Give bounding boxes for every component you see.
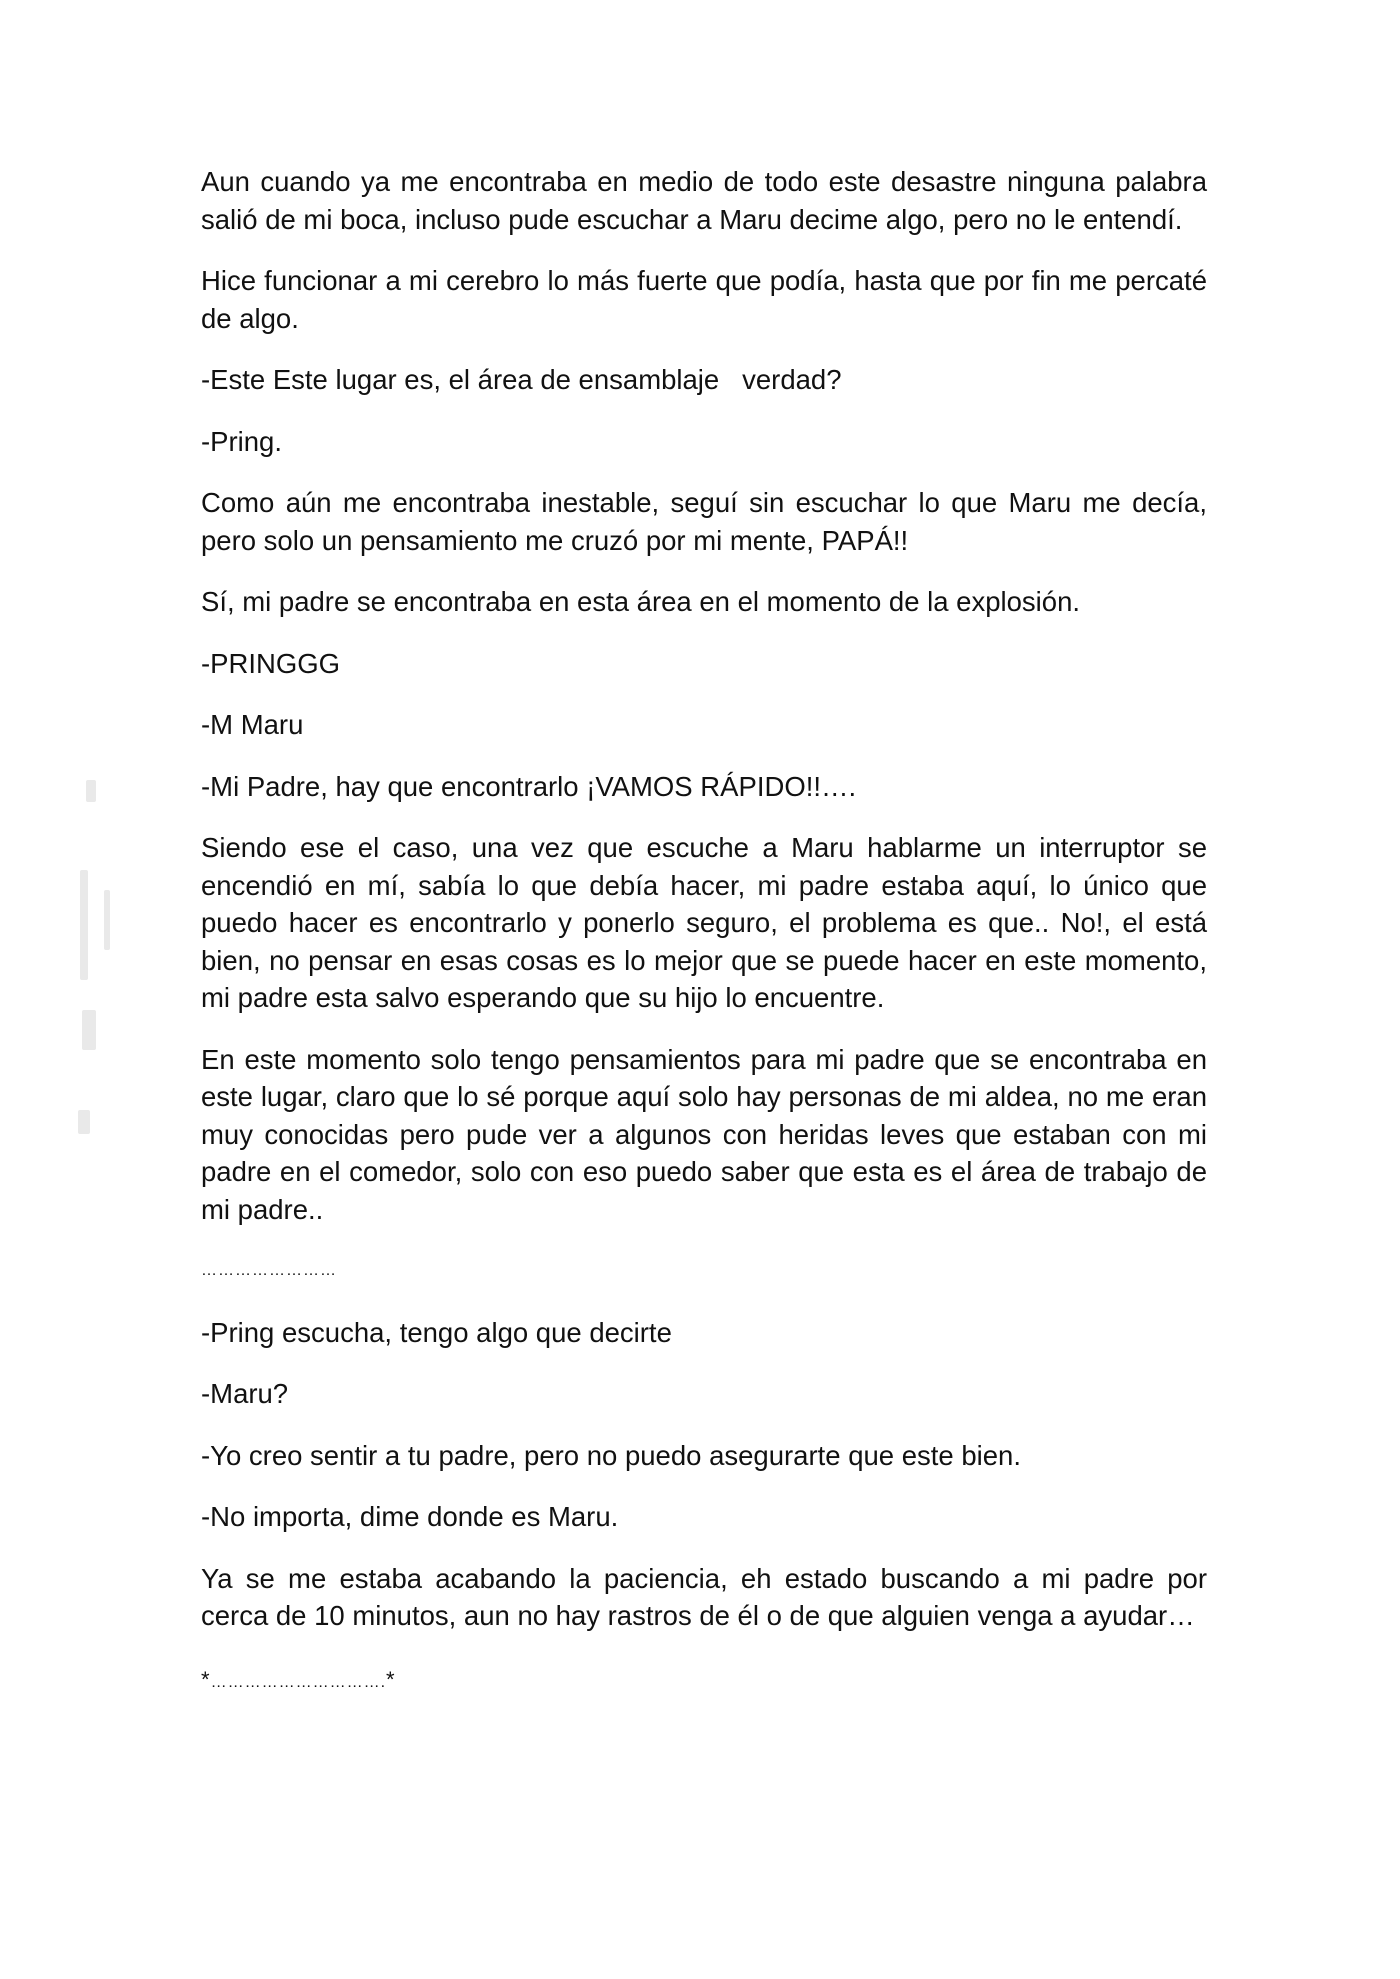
scan-margin-marks [78,780,138,1140]
paragraph: En este momento solo tengo pensamientos para mi padre que se encontraba en este lugar, claro que lo sé porque aquí solo hay personas de mi aldea, no me eran muy conocidas pero pude ver a algunos con heridas leves que estaban con mi padre en el comedor, solo con eso puedo saber que esta es el área de trabajo de mi padre.. [201,1043,1207,1225]
dialogue-line: -No importa, dime donde es Maru. [201,1501,619,1532]
dialogue-line: -Maru? [201,1378,289,1409]
separator-star-right: * [386,1666,396,1692]
paragraph: Aun cuando ya me encontraba en medio de todo este desastre ninguna palabra salió de mi boca, incluso pude escuchar a Maru decime algo, pero no le entendí. [201,166,1207,235]
paragraph: Siendo ese el caso, una vez que escuche a Maru hablarme un interruptor se encendió en mí, sabía lo que debía hacer, mi padre estaba aquí, lo único que puedo hacer es encontrarlo y ponerlo seguro, el problema es que.. No!, el está bien, no pensar en esas cosas es lo mejor que se puede hacer en este momento, mi padre esta salvo esperando que su hijo lo encuentre. [201,832,1207,1013]
dialogue-line: -Pring escucha, tengo algo que decirte [201,1316,672,1348]
closing-separator [201,1661,1207,1702]
paragraph: Como aún me encontraba inestable, seguí sin escuchar lo que Maru me decía, pero solo un pensamiento me cruzó por mi mente, PAPÁ!! [201,487,1207,556]
section-separator: …………………… [201,1262,337,1279]
dialogue-line: -Yo creo sentir a tu padre, pero no puedo asegurarte que este bien. [201,1439,1021,1471]
dialogue-line: -M Maru [201,709,304,740]
paragraph: Hice funcionar a mi cerebro lo más fuerte que podía, hasta que por fin me percaté de algo. [201,265,1207,334]
dialogue-line: -Mi Padre, hay que encontrarlo ¡VAMOS RÁPIDO!!…. [201,770,857,802]
paragraph: Ya se me estaba acabando la paciencia, eh estado buscando a mi padre por cerca de 10 minutos, aun no hay rastros de él o de que alguien venga a ayudar… [201,1562,1207,1631]
separator-star-left: * [201,1666,211,1692]
dialogue-line: -Este Este lugar es, el área de ensamblaje verdad? [201,364,842,395]
dialogue-line: -PRINGGG [201,647,341,679]
dialogue-line: -Pring. [201,425,282,457]
body-text [201,163,1207,1725]
separator-dots: …………………………. [210,1673,387,1691]
paragraph: Sí, mi padre se encontraba en esta área en el momento de la explosión. [201,586,1081,617]
